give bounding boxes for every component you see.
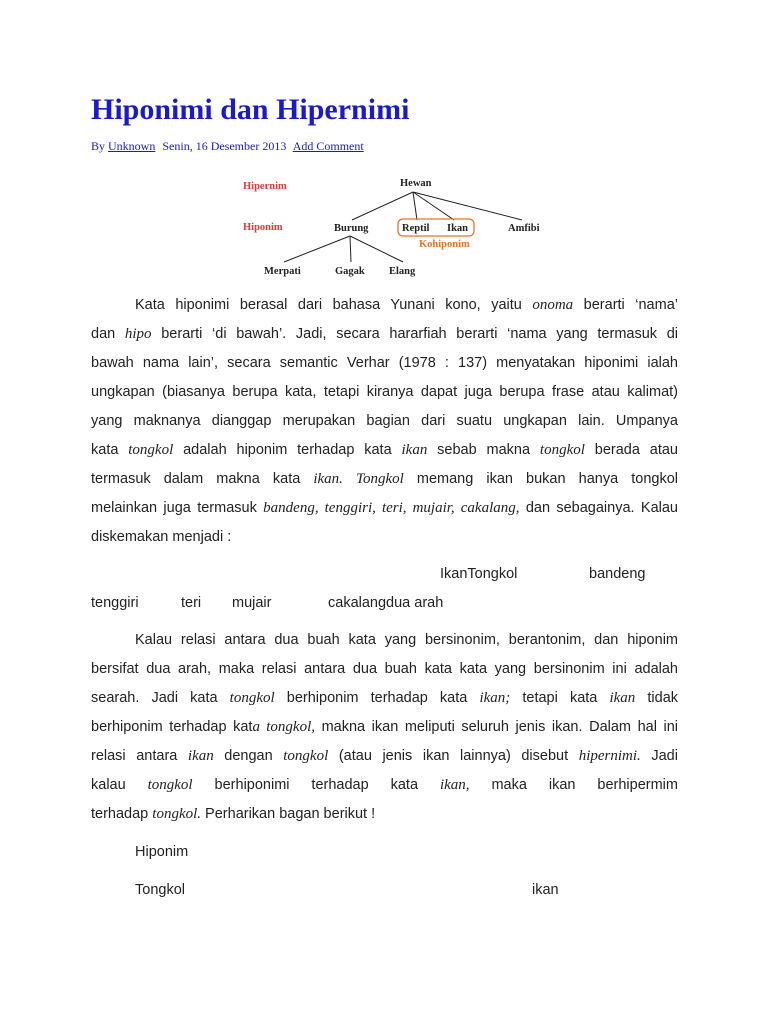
node-reptil: Reptil: [402, 223, 430, 234]
bottom-tongkol: Tongkol: [135, 882, 185, 898]
italic-term: tongkol: [539, 442, 585, 458]
p2-text: berhiponim terhadap kat: [91, 719, 253, 735]
p2-text: makna ikan meliputi seluruh jenis ikan. Dalam hal ini: [315, 719, 678, 735]
p1-text: berarti ‘nama’: [573, 297, 678, 313]
p1-text: Kata hiponimi berasal dari bahasa Yunani kono, yaitu: [135, 297, 533, 313]
scheme-ikan-tongkol: IkanTongkol: [440, 566, 518, 582]
node-gagak: Gagak: [335, 266, 365, 277]
p2-text: tidak: [635, 690, 679, 706]
italic-term: Tongkol: [356, 471, 404, 487]
hiponim-label: Hiponim: [243, 222, 283, 233]
italic-term: ikan: [609, 690, 636, 706]
italic-term: ikan: [187, 748, 214, 764]
italic-term: ikan: [401, 442, 428, 458]
paragraph-1: [91, 291, 678, 552]
italic-term: tongkol: [128, 442, 174, 458]
kohiponim-label: Kohiponim: [419, 239, 470, 250]
p2-text: terhadap: [91, 806, 153, 822]
edges-level2: [284, 236, 403, 262]
p1-line-7: [91, 465, 678, 494]
p1-text: dan: [91, 326, 125, 342]
p2-text: relasi antara: [91, 748, 188, 764]
p1-text: dan sebagainya. Kalau: [519, 500, 678, 516]
p2-text: kalau: [91, 777, 148, 793]
p2-text: berhiponimi terhadap kata: [192, 777, 440, 793]
p2-line-7: [91, 800, 678, 829]
bottom-hiponim: Hiponim: [135, 844, 189, 860]
bottom-ikan: ikan: [532, 882, 559, 898]
p1-line-4: ungkapan (biasanya berupa kata, tetapi kiranya dapat juga berupa frase atau kalimat): [91, 384, 678, 400]
p1-line-9: diskemakan menjadi :: [91, 529, 232, 545]
italic-term: tongkol: [147, 777, 193, 793]
p1-text: berada atau: [584, 442, 678, 458]
p2-text: Jadi: [640, 748, 678, 764]
p1-text: adalah hiponim terhadap kata: [173, 442, 402, 458]
scheme-mujair: mujair: [232, 595, 272, 611]
p2-line-5: [91, 742, 678, 771]
p1-text: melainkan juga termasuk: [91, 500, 264, 516]
paragraph-2: [91, 626, 678, 829]
italic-term: a tongkol,: [252, 719, 316, 735]
node-merpati: Merpati: [264, 266, 301, 277]
p1-line-2: [91, 320, 678, 349]
scheme-bandeng: bandeng: [589, 566, 646, 582]
italic-term: ikan.: [313, 471, 343, 487]
hyponym-tree-diagram: [232, 168, 542, 282]
scheme-tenggiri: tenggiri: [91, 595, 139, 611]
p1-text: berarti ‘di bawah’. Jadi, secara hararfiah berarti ‘nama yang termasuk di: [151, 326, 678, 342]
p1-text: sebab makna: [427, 442, 540, 458]
hipernim-label: Hipernim: [243, 181, 287, 192]
p2-line-2: bersifat dua arah, maka relasi antara dua buah kata kata yang bersinonim ini adalah: [91, 661, 678, 677]
italic-term: hipernimi.: [578, 748, 641, 764]
scheme-cakalang: cakalangdua arah: [328, 595, 444, 611]
p2-line-1: Kalau relasi antara dua buah kata yang bersinonim, berantonim, dan hiponim: [135, 632, 678, 648]
italic-term: ikan,: [439, 777, 470, 793]
edges-level1: [352, 192, 522, 220]
p2-text: maka ikan berhipermim: [469, 777, 678, 793]
scheme-teri: teri: [181, 595, 202, 611]
author-link[interactable]: Unknown: [108, 139, 156, 153]
italic-term: ikan;: [479, 690, 511, 706]
node-amfibi: Amfibi: [508, 223, 540, 234]
italic-term: onoma: [532, 297, 574, 313]
node-elang: Elang: [389, 266, 416, 277]
p1-line-5: yang maknanya dianggap merupakan bagian dari suatu ungkapan lain. Umpanya: [91, 413, 678, 429]
p2-text: dengan: [213, 748, 284, 764]
p2-line-3: [91, 684, 678, 713]
p1-line-6: [91, 436, 678, 465]
italic-term: tongkol: [229, 690, 275, 706]
p1-line-8: [91, 494, 678, 523]
add-comment-link[interactable]: Add Comment: [292, 139, 364, 153]
p2-line-4: [91, 713, 678, 742]
p1-text: kata: [91, 442, 129, 458]
post-title: Hiponimi dan Hipernimi: [91, 93, 410, 126]
p1-text: [343, 471, 356, 487]
p2-text: (atau jenis ikan lainnya) disebut: [328, 748, 579, 764]
p1-line-1: [91, 291, 678, 320]
node-burung: Burung: [334, 223, 369, 234]
post-meta: [91, 139, 364, 154]
italic-term: bandeng, tenggiri, teri, mujair, cakalang,: [263, 500, 520, 516]
p2-line-6: [91, 771, 678, 800]
p2-text: berhiponim terhadap kata: [274, 690, 480, 706]
p1-text: memang ikan bukan hanya tongkol: [403, 471, 678, 487]
p2-text: Perharikan bagan berikut !: [201, 806, 376, 822]
p1-line-3: bawah nama lain’, secara semantic Verhar (1978 : 137) menyatakan hiponimi ialah: [91, 355, 678, 371]
italic-term: tongkol: [283, 748, 329, 764]
p2-text: searah. Jadi kata: [91, 690, 230, 706]
node-ikan: Ikan: [447, 223, 469, 234]
post-date: Senin, 16 Desember 2013: [162, 139, 287, 153]
p1-text: termasuk dalam makna kata: [91, 471, 314, 487]
by-label: By: [91, 139, 106, 153]
italic-term: tongkol.: [152, 806, 202, 822]
p2-text: tetapi kata: [510, 690, 610, 706]
node-hewan: Hewan: [400, 178, 432, 189]
italic-term: hipo: [124, 326, 152, 342]
